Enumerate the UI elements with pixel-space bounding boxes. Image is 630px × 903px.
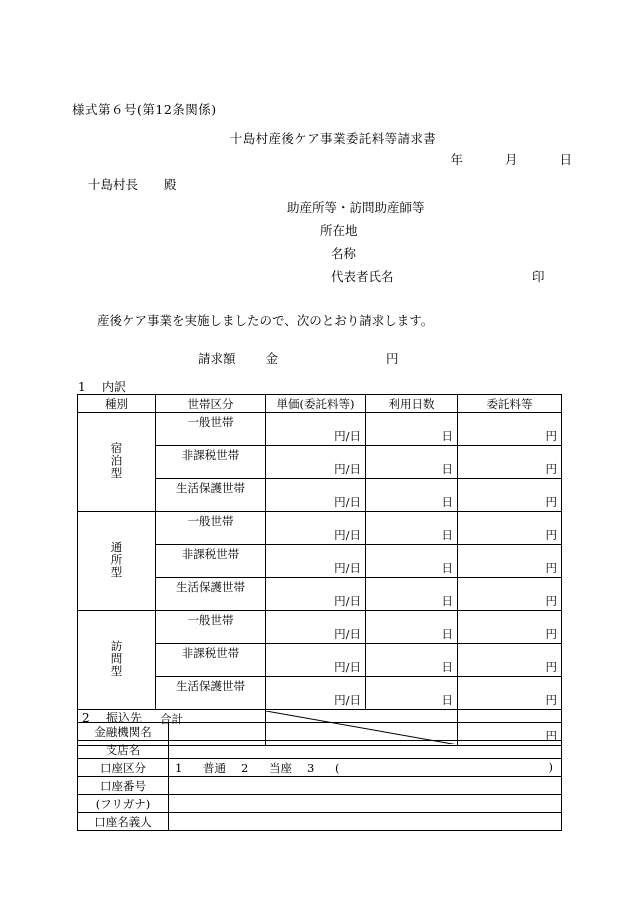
total-fee-cell[interactable]: 円: [458, 710, 562, 746]
addressee-honorific: 殿: [164, 177, 177, 192]
household-label: 一般世帯: [156, 512, 266, 545]
fee-cell[interactable]: 円: [458, 512, 562, 545]
table-row: [78, 795, 562, 813]
household-label: 一般世帯: [156, 611, 266, 644]
account-type-other-paren-close: ): [548, 759, 553, 774]
table-row: [78, 759, 562, 777]
date-year-label: 年: [450, 152, 464, 167]
type-cell-daycare: [78, 512, 156, 611]
seal-mark: 印: [532, 269, 545, 284]
table-row: [78, 777, 562, 795]
table-row: [78, 741, 562, 759]
table-row: [78, 512, 562, 545]
provider-block: [287, 196, 545, 288]
provider-address-label: 所在地: [320, 223, 358, 238]
unit-price-cell[interactable]: 円/日: [266, 545, 366, 578]
addressee-line: [88, 175, 177, 193]
account-type-name-1[interactable]: 普通: [203, 760, 226, 775]
days-cell[interactable]: 日: [366, 611, 458, 644]
account-type-name-2[interactable]: 当座: [269, 760, 292, 775]
section-2-label: 振込先: [106, 711, 143, 725]
fee-cell[interactable]: 円: [458, 446, 562, 479]
provider-heading: 助産所等・訪問助産師等: [287, 200, 425, 215]
addressee-name: 十島村長: [88, 177, 139, 192]
type-cell-visit: [78, 611, 156, 710]
header-fee: 委託料等: [458, 395, 562, 413]
unit-price-cell[interactable]: 円/日: [266, 644, 366, 677]
account-holder-field[interactable]: [169, 813, 562, 831]
date-day-label: 日: [559, 152, 572, 167]
fee-cell[interactable]: 円: [458, 545, 562, 578]
breakdown-table: [77, 394, 562, 746]
claim-amount-line: [198, 349, 399, 367]
days-cell[interactable]: 日: [366, 413, 458, 446]
days-cell[interactable]: 日: [366, 446, 458, 479]
household-label: 生活保護世帯: [156, 578, 266, 611]
account-type-options: [175, 759, 553, 775]
type-cell-lodging: [78, 413, 156, 512]
unit-price-cell[interactable]: 円/日: [266, 611, 366, 644]
unit-price-cell[interactable]: 円/日: [266, 677, 366, 710]
household-label: 非課税世帯: [156, 446, 266, 479]
days-cell[interactable]: 日: [366, 578, 458, 611]
household-label: 一般世帯: [156, 413, 266, 446]
fee-cell[interactable]: 円: [458, 578, 562, 611]
fee-cell[interactable]: 円: [458, 611, 562, 644]
unit-price-cell[interactable]: 円/日: [266, 446, 366, 479]
bank-transfer-table: [77, 722, 562, 831]
table-row: [78, 723, 562, 741]
request-statement: 産後ケア事業を実施しましたので、次のとおり請求します。: [97, 313, 434, 328]
total-label: 合計: [78, 710, 266, 746]
header-days: 利用日数: [366, 395, 458, 413]
household-label: 生活保護世帯: [156, 677, 266, 710]
days-cell[interactable]: 日: [366, 512, 458, 545]
type-label: 通所型: [109, 540, 124, 579]
header-type: 種別: [78, 395, 156, 413]
days-cell[interactable]: 日: [366, 644, 458, 677]
account-holder-kana-field[interactable]: [169, 795, 562, 813]
table-row: [78, 611, 562, 644]
provider-representative-label: 代表者氏名: [331, 269, 394, 284]
days-cell[interactable]: 日: [366, 545, 458, 578]
fee-cell[interactable]: 円: [458, 677, 562, 710]
bank-branch-field[interactable]: [169, 741, 562, 759]
fee-cell[interactable]: 円: [458, 479, 562, 512]
date-month-label: 月: [505, 152, 518, 167]
account-type-number-1[interactable]: 1: [175, 760, 183, 775]
date-line: [451, 150, 572, 168]
claim-amount-prefix: 金: [265, 351, 279, 366]
document-title: 十島村産後ケア事業委託料等請求書: [229, 131, 437, 146]
section-1-heading: [78, 378, 126, 395]
table-row: [78, 813, 562, 831]
section-2-number: 2: [82, 711, 90, 725]
claim-amount-unit: 円: [386, 351, 399, 366]
account-number-label: 口座番号: [78, 777, 169, 795]
bank-branch-label: 支店名: [78, 741, 169, 759]
household-label: 非課税世帯: [156, 545, 266, 578]
account-holder-label: 口座名義人: [78, 813, 169, 831]
household-label: 生活保護世帯: [156, 479, 266, 512]
provider-representative-row: [287, 265, 545, 288]
unit-price-cell[interactable]: 円/日: [266, 578, 366, 611]
account-type-label: 口座区分: [78, 759, 169, 777]
header-household: 世帯区分: [156, 395, 266, 413]
account-type-other-paren-open: (: [335, 760, 340, 775]
days-cell[interactable]: 日: [366, 479, 458, 512]
account-holder-kana-label: (フリガナ): [78, 795, 169, 813]
unit-price-cell[interactable]: 円/日: [266, 512, 366, 545]
fee-cell[interactable]: 円: [458, 644, 562, 677]
household-label: 非課税世帯: [156, 644, 266, 677]
account-type-number-2[interactable]: 2: [241, 760, 249, 775]
fee-cell[interactable]: 円: [458, 413, 562, 446]
account-number-field[interactable]: [169, 777, 562, 795]
unit-price-cell[interactable]: 円/日: [266, 479, 366, 512]
section-1-number: 1: [78, 380, 86, 394]
bank-institution-field[interactable]: [169, 723, 562, 741]
type-label: 訪問型: [109, 639, 124, 678]
claim-amount-label: 請求額: [198, 351, 236, 366]
type-label: 宿泊型: [109, 441, 124, 480]
unit-price-cell[interactable]: 円/日: [266, 413, 366, 446]
days-cell[interactable]: 日: [366, 677, 458, 710]
section-1-label: 内訳: [102, 380, 127, 394]
bank-institution-label: 金融機関名: [78, 723, 169, 741]
table-row: [78, 413, 562, 446]
provider-name-label: 名称: [331, 246, 357, 261]
form-number: 様式第６号(第12条関係): [72, 102, 217, 117]
breakdown-header-row: [78, 395, 562, 413]
account-type-field[interactable]: [169, 759, 562, 777]
account-type-number-3[interactable]: 3: [307, 760, 315, 775]
header-unit-price: 単価(委託料等): [266, 395, 366, 413]
